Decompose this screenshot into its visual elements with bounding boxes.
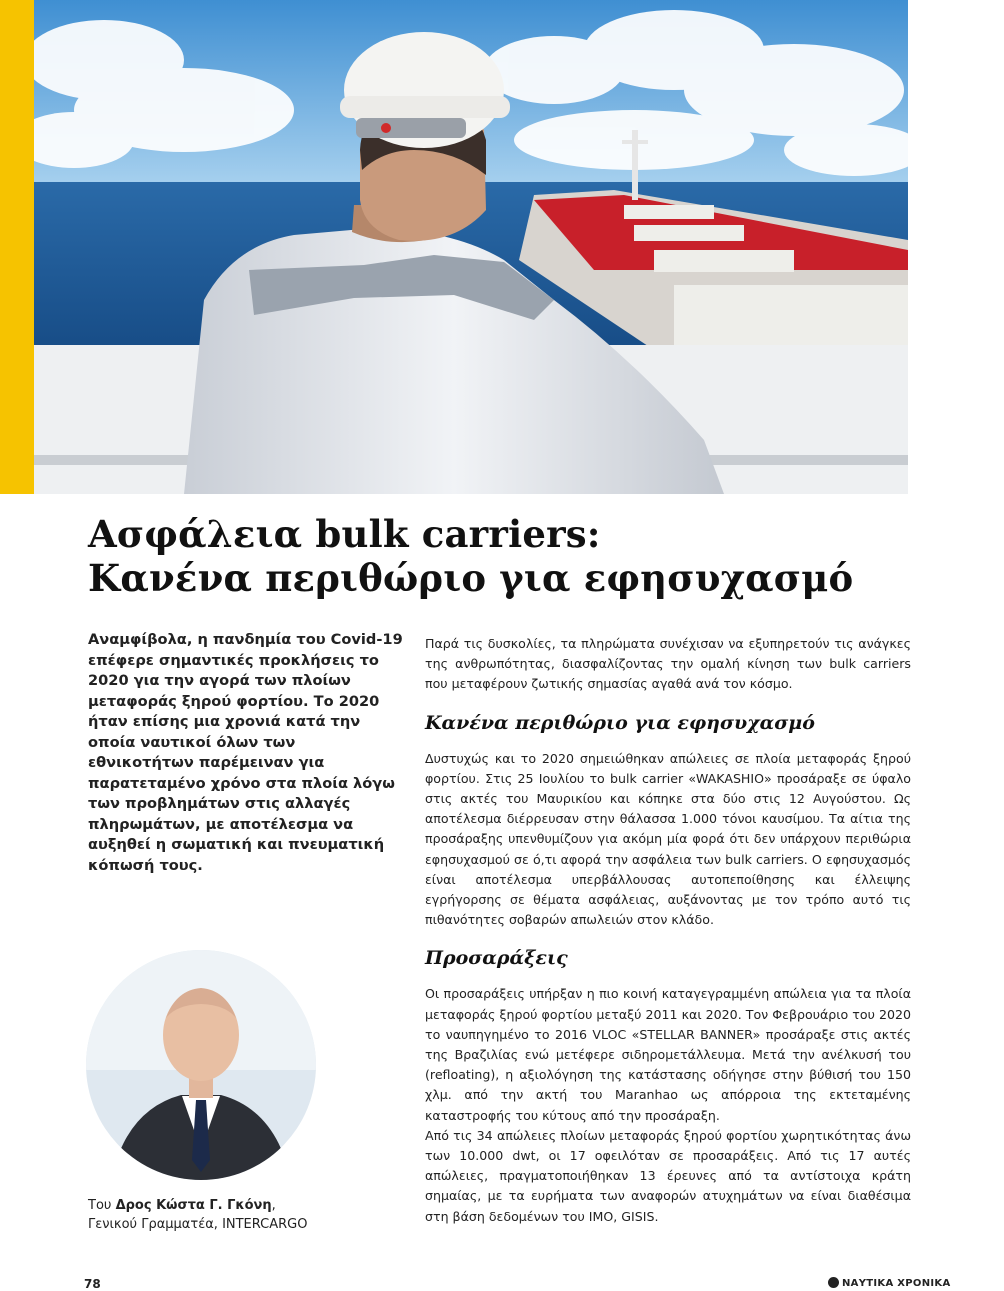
magazine-name — [828, 1277, 950, 1289]
article-body — [425, 634, 911, 1227]
author-name: Δρος Κώστα Γ. Γκόνη — [115, 1198, 272, 1213]
author-role: Γενικού Γραμματέα, INTERCARGO — [88, 1217, 308, 1232]
accent-bar — [0, 0, 34, 494]
subheading-complacency: Κανένα περιθώριο για εφησυχασμό — [425, 711, 815, 734]
magazine-logo-icon — [828, 1277, 839, 1288]
subheading-groundings: Προσαράξεις — [425, 947, 568, 970]
section-groundings-paragraph-2: Από τις 34 απώλειες πλοίων μεταφοράς ξηρού φορτίου χωρητικότητας άνω των 10.000 dwt, οι 17 οφειλόταν σε προσαράξεις. Από τις 17 αυτές απώλειες, πραγματοποιήθηκαν 13 έρευνες από τα αντίστοιχα κράτη σημαίας, με τα ευρήματα των αναφορών ατυχημάτων να είναι διαθέσιμα στη βάση δεδομένων του ΙΜΟ, GISIS. — [425, 1127, 911, 1224]
hero-photo-seafarer-on-bulk-carrier — [34, 0, 908, 494]
section-groundings-paragraph-1: Οι προσαράξεις υπήρξαν η πιο κοινή καταγεγραμμένη απώλεια για τα πλοία μεταφοράς ξηρού φορτίου μεταξύ 2011 και 2020. Τον Φεβρουάριο του 2020 το ναυπηγημένο το 2016 VLOC «STELLAR BANNER» προσάραξε στις ακτές της Βραζιλίας ενώ μετέφερε σιδηρομετάλλευμα. Μετά την ανέλκυσή του (refloating), η αξιολόγηση της κατάστασης οδήγησε στην βύθισή του 150 χλμ. από την ακτή του Maranhao ως απόρροια της εκτεταμένης καταστροφής του κύτους από την προσάραξη. — [425, 986, 911, 1123]
article-title-line-1: Ασφάλεια bulk carriers: — [88, 512, 601, 556]
author-portrait — [86, 950, 316, 1180]
author-name-line — [88, 1196, 388, 1215]
intro-paragraph: Παρά τις δυσκολίες, τα πληρώματα συνέχισαν να εξυπηρετούν τις ανάγκες της ανθρωπότητας, διασφαλίζοντας την ομαλή κίνηση των bulk carriers που μεταφέρουν ζωτικής σημασίας αγαθά ανά τον κόσμο. — [425, 636, 911, 692]
section-complacency-paragraph: Δυστυχώς και το 2020 σημειώθηκαν απώλειες σε πλοία μεταφοράς ξηρού φορτίου. Στις 25 Ιουλίου το bulk carrier «WAKASHIO» προσάραξε σε ύφαλο στις ακτές του Μαυρικίου και κόπηκε στα δύο στις 12 Αυγούστου. Ως αποτέλεσμα διέρρευσαν στην θάλασσα 1.000 τόνοι καυσίμου. Τα αίτια της προσάραξης υπενθυμίζουν για ακόμη μία φορά ότι δεν υπάρχουν περιθώρια εφησυχασμού σε ό,τι αφορά την ασφάλεια των bulk carriers. Ο εφησυχασμός είναι αποτέλεσμα υπερβάλλουσας αυτοπεποίθησης και έλλειψης εγρήγορσης σε θέματα ασφάλειας, αυξάνοντας με τον τρόπο αυτό τις πιθανότητες σοβαρών απωλειών στον κλάδο. — [425, 750, 911, 928]
author-prefix: Του — [88, 1198, 116, 1213]
author-credit — [88, 1196, 388, 1234]
author-suffix: , — [271, 1198, 276, 1213]
magazine-title: ΝΑΥΤΙΚΑ ΧΡΟΝΙΚΑ — [842, 1278, 951, 1289]
page-number: 78 — [84, 1277, 101, 1291]
article-lead: Αναμφίβολα, η πανδημία του Covid-19 επέφερε σημαντικές προκλήσεις το 2020 για την αγορά των πλοίων μεταφοράς ξηρού φορτίου. Το 2020 ήταν επίσης μια χρονιά κατά την οποία ναυτικοί όλων των εθνικοτήτων παρέμειναν για παρατεταμένο χρόνο στα πλοία λόγω των προβλημάτων στις αλλαγές πληρωμάτων, με αποτέλεσμα να αυξηθεί η σωματική και πνευματική κόπωσή τους. — [88, 631, 403, 874]
article-title-line-2: Κανένα περιθώριο για εφησυχασμό — [88, 556, 854, 600]
article-title — [88, 512, 928, 600]
